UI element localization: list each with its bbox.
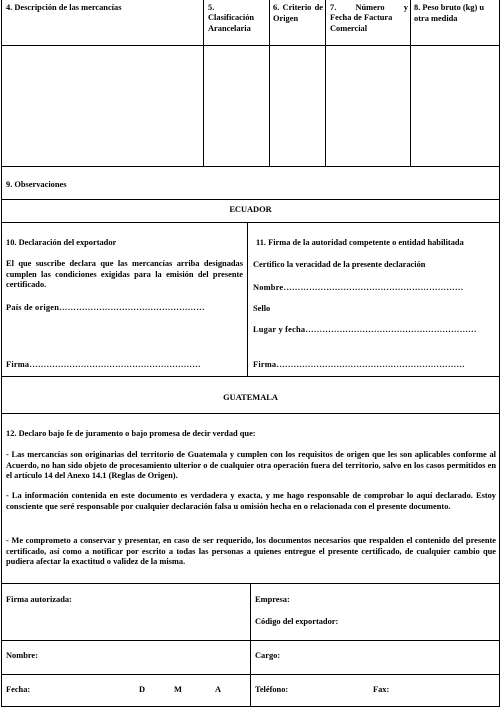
tariff-classification-header: Clasificación Arancelaria (208, 13, 255, 33)
goods-description-header: 4. Descripción de las mercancías (6, 3, 122, 12)
seal-label: Sello (253, 304, 271, 313)
place-date-field: Lugar y fecha…………………………………………………… (253, 325, 477, 334)
date-year-label: A (215, 685, 222, 694)
date-row-top-border (2, 674, 499, 675)
exporter-signature-field: Firma…………………………………………………… (6, 360, 201, 369)
signature-section-divider (250, 583, 251, 707)
exporter-declaration-text: El que suscribe declara que las mercancías arriba designadas cumplen las condiciones exigidas para la emisión del presente certificado. (6, 259, 243, 289)
exporter-declaration-title: 10. Declaración del exportador (6, 238, 117, 247)
invoice-header-line2: Fecha de Factura Comercial (330, 13, 393, 33)
ecuador-title: ECUADOR (229, 205, 272, 214)
date-month-label: M (174, 685, 182, 694)
fax-label: Fax: (373, 685, 390, 694)
ecuador-column-divider (247, 222, 248, 376)
tariff-number-label: 5. (208, 3, 215, 12)
guatemala-top-border (2, 376, 499, 377)
col-divider-7 (325, 0, 326, 166)
signer-name-label: Nombre: (6, 651, 38, 660)
name-row-top-border (2, 640, 499, 641)
observations-top-border (2, 166, 499, 167)
ecuador-title-divider (2, 222, 499, 223)
exporter-code-label: Código del exportador: (255, 617, 339, 626)
date-day-label: D (139, 685, 146, 694)
authority-name-field: Nombre……………………………………………………… (253, 283, 464, 292)
guatemala-declaration-title: 12. Declaro bajo fe de juramento o bajo promesa de decir verdad que: (6, 429, 256, 438)
guatemala-declaration-p1: - Las mercancías son originarias del territorio de Guatemala y cumplen con los requisitos de origen que les son aplicables conforme al Acuerdo, no han sido objeto de procesamiento ulterior o de cualquier otra operación fuera del territorio, salvo en los casos permitidos en el artículo 14 del Anexo 14.1 (Reglas de Origen). (6, 450, 496, 480)
col-divider-6 (269, 0, 270, 166)
guatemala-declaration-p2: - La información contenida en este documento es verdadera y exacta, y me hago responsable de comprobar lo aquí declarado. Estoy consciente que seré responsable por cualquier declaración falsa u omisión hecha en o relacionada con el presente documento. (6, 491, 496, 511)
gross-weight-header: 8. Peso bruto (kg) u otra medida (414, 3, 485, 23)
origin-country-field: País de origen…………………………………………… (6, 303, 205, 312)
position-label: Cargo: (255, 651, 281, 660)
guatemala-title-divider (2, 413, 499, 414)
goods-header-divider (2, 45, 499, 46)
date-label: Fecha: (6, 685, 31, 694)
authority-signature-title: 11. Firma de la autoridad competente o entidad habilitada (256, 238, 464, 247)
guatemala-declaration-p3: - Me comprometo a conservar y presentar, en caso de ser requerido, los documentos necesarios que respalden el contenido del presente certificado, así como a notificar por escrito a todas las personas a quienes entregue el presente certificado, de cualquier cambio que pudiera afectar la exactitud o validez de la misma. (6, 536, 496, 566)
authority-certification-text: Certifico la veracidad de la presente declaración (253, 260, 426, 269)
authorized-signature-label: Firma autorizada: (6, 595, 72, 604)
guatemala-title: GUATEMALA (223, 393, 278, 402)
origin-criterion-header: 6. Criterio de Origen (273, 3, 323, 23)
invoice-header-line1: 7. Número y (330, 3, 408, 12)
authority-signature-field: Firma………………………………………………………… (253, 360, 465, 369)
company-label: Empresa: (255, 595, 290, 604)
certificate-form (1, 0, 500, 707)
observations-label: 9. Observaciones (6, 180, 67, 189)
col-divider-8 (410, 0, 411, 166)
col-divider-5 (203, 0, 204, 166)
phone-label: Teléfono: (255, 685, 289, 694)
ecuador-top-border (2, 199, 499, 200)
